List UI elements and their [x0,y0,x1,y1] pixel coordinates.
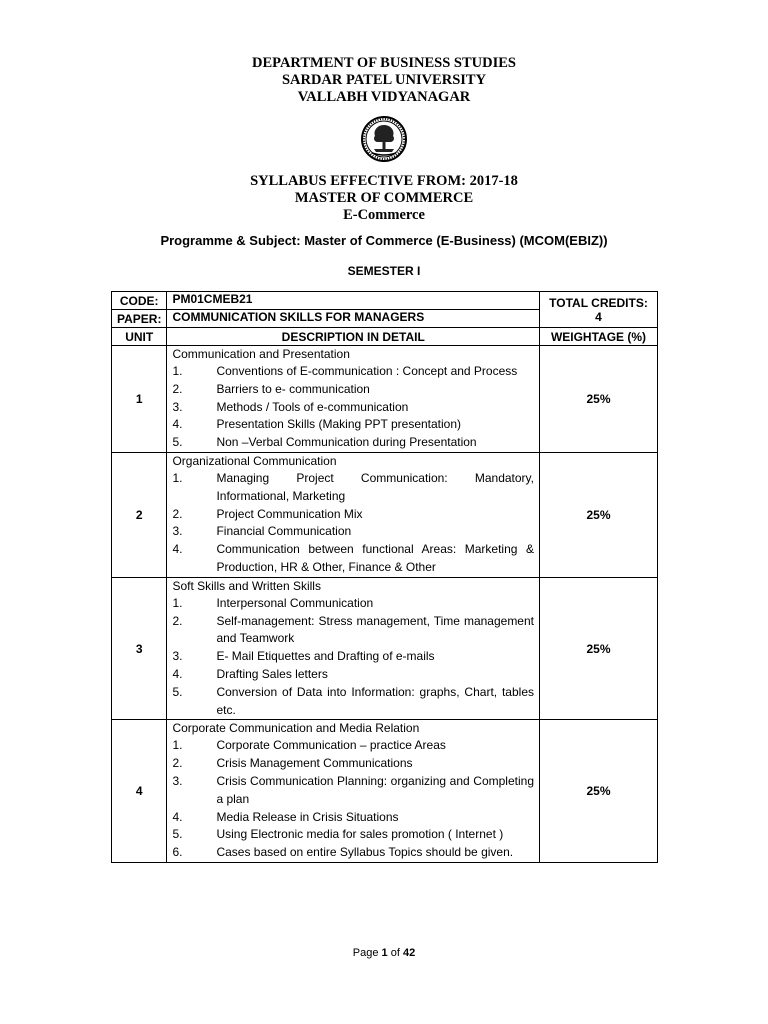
subject-title: E-Commerce [343,207,425,223]
header-line-3: VALLABH VIDYANAGAR [297,89,471,105]
topic-number: 2. [172,756,183,771]
paper-value: COMMUNICATION SKILLS FOR MANAGERS [167,310,540,328]
unit-row [112,346,658,453]
topic-item [172,613,534,649]
department-header [0,55,768,106]
topic-text: Barriers to e- communication [216,381,370,396]
topic-number: 2. [172,506,183,521]
topic-text: Media Release in Crisis Situations [216,809,399,824]
topic-number: 3. [172,773,183,788]
topic-number: 4. [172,666,183,681]
topic-number: 3. [172,399,183,414]
topic-item [172,416,534,434]
col-description-header: DESCRIPTION IN DETAIL [167,328,540,346]
topic-text: Crisis Communication Planning: organizing and Completing a plan [216,773,534,806]
syllabus-table [111,291,658,863]
topic-number: 3. [172,524,183,539]
topic-number: 1. [172,738,183,753]
topic-item [172,844,534,862]
col-weightage-header: WEIGHTAGE (%) [540,328,658,346]
topic-item [172,595,534,613]
topic-text: Project Communication Mix [216,506,363,521]
topic-item [172,755,534,773]
topic-item [172,773,534,809]
topic-number: 1. [172,364,183,378]
page-total: 42 [402,947,416,959]
unit-description [167,577,540,720]
unit-weightage: 25% [540,452,658,577]
topic-number: 1. [172,470,183,485]
page-of: of [387,947,403,959]
topic-text: Non –Verbal Communication during Presentation [216,435,477,450]
page-current: 1 [381,947,388,959]
university-seal-icon [360,115,408,163]
programme-subject: Programme & Subject: Master of Commerce (E-Business) (MCOM(EBIZ)) [160,233,608,248]
topic-text: Conversion of Data into Information: graphs, Chart, tables etc. [216,684,534,717]
unit-number: 4 [112,720,167,863]
topic-number: 2. [172,613,183,628]
topic-text: E- Mail Etiquettes and Drafting of e-mails [216,649,435,664]
topic-number: 5. [172,435,183,450]
unit-weightage: 25% [540,577,658,720]
topic-text: Financial Communication [216,524,352,539]
topic-text: Drafting Sales letters [216,666,328,681]
unit-title: Soft Skills and Written Skills [172,578,321,593]
unit-description [167,452,540,577]
unit-description [167,346,540,453]
topic-number: 3. [172,649,183,664]
unit-title: Communication and Presentation [172,347,350,361]
topic-number: 1. [172,595,183,610]
topic-item [172,523,534,541]
unit-number: 1 [112,346,167,453]
paper-label: PAPER: [112,310,167,328]
topic-text: Methods / Tools of e-communication [216,399,409,414]
topic-item [172,434,534,452]
topic-item [172,363,534,381]
topic-text: Presentation Skills (Making PPT presentation) [216,417,462,432]
topic-item [172,506,534,524]
col-unit-header: UNIT [112,328,167,346]
topic-number: 6. [172,845,183,860]
unit-number: 3 [112,577,167,720]
topic-text: Cases based on entire Syllabus Topics should be given. [216,845,514,860]
topic-item [172,826,534,844]
syllabus-header [0,173,768,224]
unit-row [112,452,658,577]
code-label: CODE: [112,292,167,310]
topic-text: Corporate Communication – practice Areas [216,738,446,753]
topic-text: Self-management: Stress management, Time management and Teamwork [216,613,534,646]
topic-item [172,684,534,720]
topic-number: 2. [172,381,183,396]
unit-title: Organizational Communication [172,453,337,468]
header-line-2: SARDAR PATEL UNIVERSITY [281,72,487,88]
topic-text: Using Electronic media for sales promotion ( Internet ) [216,827,504,842]
topic-number: 5. [172,684,183,699]
topic-item [172,666,534,684]
unit-weightage: 25% [540,346,658,453]
header-line-1: DEPARTMENT OF BUSINESS STUDIES [252,55,516,71]
topic-item [172,399,534,417]
unit-number: 2 [112,452,167,577]
topic-text: Communication between functional Areas: Marketing & Production, HR & Other, Finance & Other [216,542,534,574]
unit-description [167,720,540,863]
topic-item [172,541,534,577]
topic-item [172,381,534,399]
topic-text: Managing Project Communication: Mandatory, Informational, Marketing [216,470,534,503]
degree-title: MASTER OF COMMERCE [294,190,474,206]
topic-number: 5. [172,827,183,842]
code-value: PM01CMEB21 [167,292,540,310]
syllabus-effective: SYLLABUS EFFECTIVE FROM: 2017-18 [250,173,518,189]
topic-item [172,737,534,755]
page-prefix: Page [352,947,382,959]
unit-row [112,577,658,720]
topic-item [172,648,534,666]
unit-title: Corporate Communication and Media Relation [172,721,420,736]
code-row [112,292,658,310]
topic-text: Interpersonal Communication [216,595,374,610]
topic-number: 4. [172,542,183,557]
unit-row [112,720,658,863]
column-header-row [112,328,658,346]
unit-weightage: 25% [540,720,658,863]
topic-text: Conventions of E-communication : Concept and Process [216,364,518,378]
topic-item [172,809,534,827]
page-footer [0,947,768,959]
topic-item [172,470,534,506]
topic-number: 4. [172,417,183,432]
semester-label: SEMESTER I [347,264,421,278]
total-credits: TOTAL CREDITS: 4 [540,292,658,328]
topic-number: 4. [172,809,183,824]
topic-text: Crisis Management Communications [216,756,413,771]
